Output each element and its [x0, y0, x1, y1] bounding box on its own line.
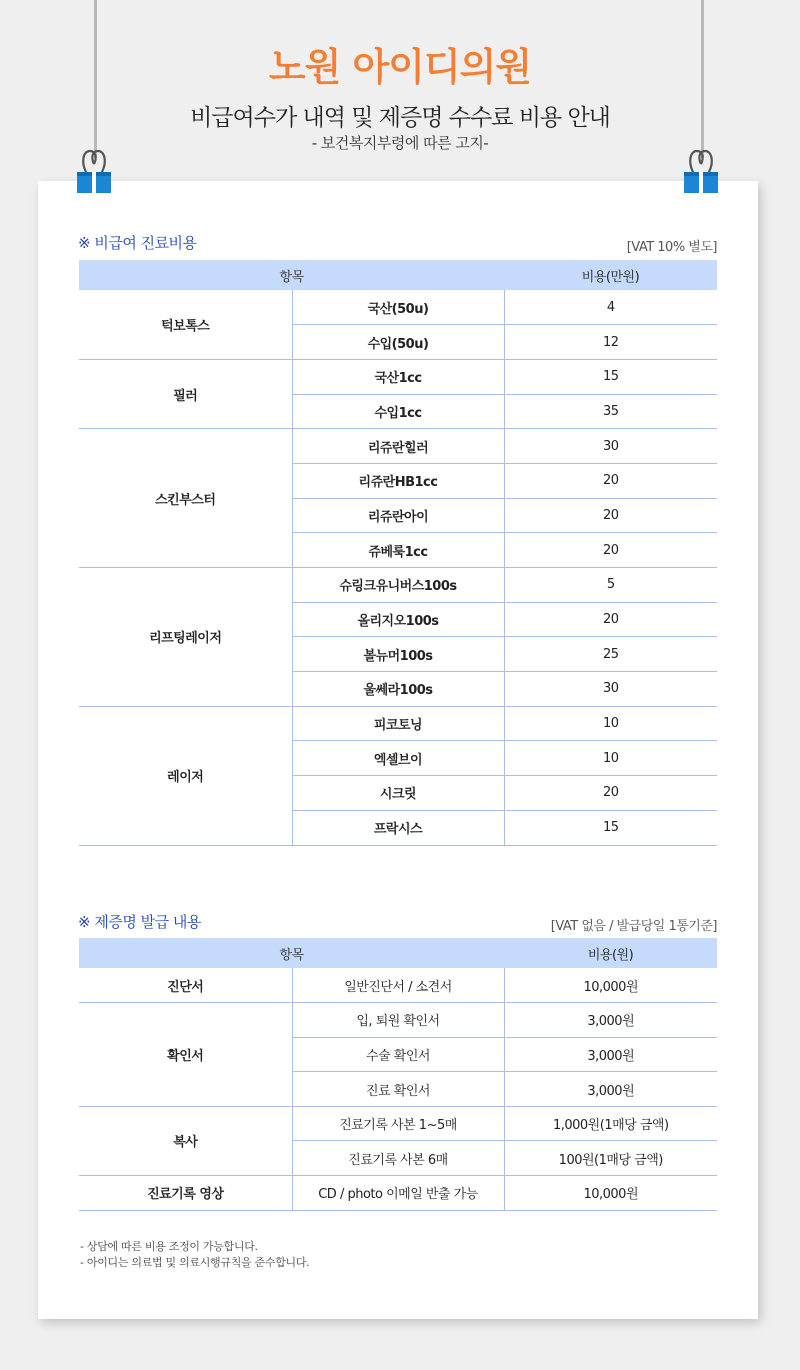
table-row [79, 290, 717, 325]
category-cell: 스킨부스터 [79, 429, 292, 568]
item-cell: 피코토닝 [292, 706, 504, 741]
cost-cell: 1,000원(1매당 금액) [504, 1106, 717, 1141]
non-covered-cost-table [79, 260, 717, 846]
item-cell: 볼뉴머100s [292, 637, 504, 672]
clinic-name: 노원 아이디의원 [268, 45, 532, 89]
section-title-certificates: ※ 제증명 발급 내용 [78, 913, 201, 931]
table-row [79, 568, 717, 603]
item-cell: 엑셀브이 [292, 741, 504, 776]
category-cell: 리프팅레이저 [79, 568, 292, 707]
table-row [79, 1176, 717, 1211]
cost-cell: 30 [504, 429, 717, 464]
item-cell: 진료 확인서 [292, 1072, 504, 1107]
header-cost: 비용(원) [504, 938, 717, 968]
footnote: - 상담에 따른 비용 조정이 가능합니다. [80, 1240, 258, 1253]
item-cell: 수입(50u) [292, 325, 504, 360]
cost-cell: 20 [504, 776, 717, 811]
item-cell: 시크릿 [292, 776, 504, 811]
cost-cell: 30 [504, 672, 717, 707]
table-header-row [79, 260, 717, 290]
cost-cell: 25 [504, 637, 717, 672]
cost-cell: 10,000원 [504, 968, 717, 1003]
table-row [79, 968, 717, 1003]
cost-cell: 15 [504, 810, 717, 845]
item-cell: 울쎄라100s [292, 672, 504, 707]
item-cell: 리쥬란아이 [292, 498, 504, 533]
table-row [79, 429, 717, 464]
legal-basis: - 보건복지부령에 따른 고지- [311, 134, 489, 152]
item-cell: 진료기록 사본 1~5매 [292, 1106, 504, 1141]
category-cell: 필러 [79, 359, 292, 428]
item-cell: 수술 확인서 [292, 1037, 504, 1072]
section-note-vat: [VAT 10% 별도] [626, 240, 717, 255]
category-cell: 확인서 [79, 1003, 292, 1107]
cost-cell: 3,000원 [504, 1072, 717, 1107]
header-item: 항목 [79, 260, 504, 290]
section-title-non-covered: ※ 비급여 진료비용 [78, 234, 197, 252]
item-cell: 국산(50u) [292, 290, 504, 325]
category-cell: 진료기록 영상 [79, 1176, 292, 1211]
binder-clip-icon [684, 148, 718, 194]
cost-cell: 3,000원 [504, 1037, 717, 1072]
cost-cell: 20 [504, 602, 717, 637]
cost-cell: 20 [504, 533, 717, 568]
cost-cell: 12 [504, 325, 717, 360]
cost-cell: 4 [504, 290, 717, 325]
header-item: 항목 [79, 938, 504, 968]
item-cell: 수입1cc [292, 394, 504, 429]
footnotes [80, 1239, 309, 1271]
item-cell: 올리지오100s [292, 602, 504, 637]
category-cell: 진단서 [79, 968, 292, 1003]
item-cell: 국산1cc [292, 359, 504, 394]
page-subtitle: 비급여수가 내역 및 제증명 수수료 비용 안내 [190, 105, 610, 131]
table-header-row [79, 938, 717, 968]
cost-cell: 20 [504, 498, 717, 533]
item-cell: 쥬베룩1cc [292, 533, 504, 568]
cost-cell: 100원(1매당 금액) [504, 1141, 717, 1176]
item-cell: CD / photo 이메일 반출 가능 [292, 1176, 504, 1211]
item-cell: 일반진단서 / 소견서 [292, 968, 504, 1003]
cost-cell: 10 [504, 706, 717, 741]
cost-cell: 10,000원 [504, 1176, 717, 1211]
section-note-issue: [VAT 없음 / 발급당일 1통기준] [550, 919, 717, 934]
item-cell: 프락시스 [292, 810, 504, 845]
cost-cell: 5 [504, 568, 717, 603]
category-cell: 복사 [79, 1106, 292, 1175]
cost-cell: 20 [504, 463, 717, 498]
cost-cell: 10 [504, 741, 717, 776]
cost-cell: 35 [504, 394, 717, 429]
table-row [79, 1003, 717, 1038]
header-cost: 비용(만원) [504, 260, 717, 290]
item-cell: 입, 퇴원 확인서 [292, 1003, 504, 1038]
table-body [79, 968, 717, 1210]
table-row [79, 706, 717, 741]
item-cell: 리쥬란HB1cc [292, 463, 504, 498]
table-row [79, 1106, 717, 1141]
cost-cell: 15 [504, 359, 717, 394]
table-row [79, 359, 717, 394]
item-cell: 슈링크유니버스100s [292, 568, 504, 603]
category-cell: 턱보톡스 [79, 290, 292, 359]
cost-cell: 3,000원 [504, 1003, 717, 1038]
certificate-fee-table [79, 938, 717, 1211]
item-cell: 리쥬란힐러 [292, 429, 504, 464]
footnote: - 아이디는 의료법 및 의료시행규칙을 준수합니다. [80, 1256, 310, 1269]
table-body [79, 290, 717, 845]
binder-clip-icon [77, 148, 111, 194]
item-cell: 진료기록 사본 6매 [292, 1141, 504, 1176]
category-cell: 레이저 [79, 706, 292, 845]
